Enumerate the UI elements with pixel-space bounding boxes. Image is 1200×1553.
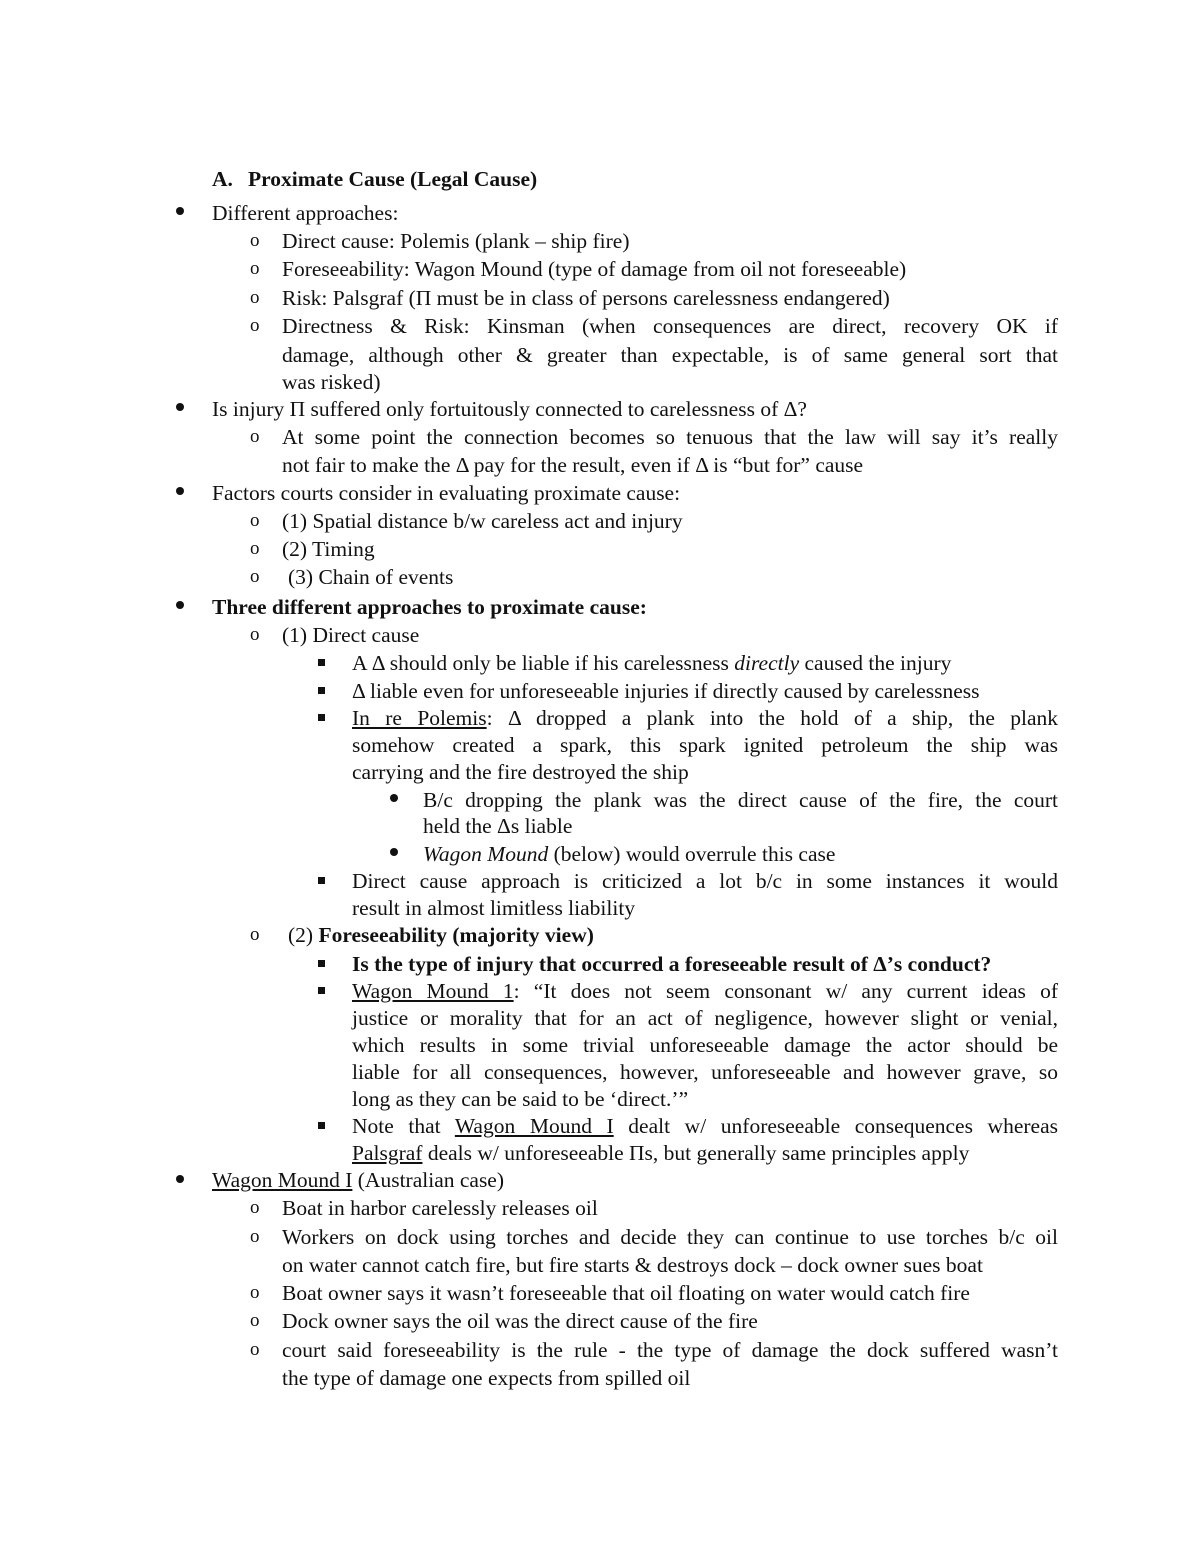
circle-bullet: o: [250, 624, 260, 645]
circle-bullet: o: [250, 258, 260, 279]
disc-bullet: [176, 589, 184, 615]
case-name: Wagon Mound I: [212, 1168, 353, 1192]
list-item: Direct cause: Polemis (plank – ship fire): [282, 229, 630, 253]
circle-bullet: o: [250, 230, 260, 251]
circle-bullet: o: [250, 1310, 260, 1331]
case-name: Wagon Mound I: [454, 1114, 614, 1138]
section-heading: Three different approaches to proximate cause:: [212, 595, 647, 619]
disc-bullet: [176, 391, 184, 417]
list-item: [352, 650, 951, 676]
list-item: result in almost limitless liability: [352, 896, 636, 920]
square-bullet: [318, 674, 325, 700]
circle-bullet: o: [250, 566, 260, 587]
list-item: Dock owner says the oil was the direct cause of the fire: [282, 1309, 758, 1333]
list-item: damage, although other & greater than expectable, is of same general sort that: [282, 343, 1058, 367]
case-name: Wagon Mound: [423, 842, 549, 866]
list-item: held the Δs liable: [423, 814, 573, 838]
text-run: A Δ should only be liable if his carelessness: [352, 651, 735, 675]
disc-bullet: [176, 1163, 184, 1189]
case-name: Wagon Mound 1: [352, 979, 514, 1003]
disc-bullet: [176, 195, 184, 221]
disc-bullet: [176, 475, 184, 501]
circle-bullet: o: [250, 315, 260, 336]
case-name: Palsgraf: [352, 1141, 423, 1165]
bold-text: Foreseeability (majority view): [318, 923, 594, 947]
text-run: caused the injury: [799, 651, 952, 675]
square-bullet: [318, 947, 325, 973]
list-item: liable for all consequences, however, unforeseeable and however grave, so: [352, 1060, 1058, 1084]
list-item: (3) Chain of events: [288, 565, 454, 589]
list-item: court said foreseeability is the rule - the type of damage the dock suffered wasn’t: [282, 1338, 1058, 1362]
list-item: justice or morality that for an act of negligence, however slight or venial,: [352, 1006, 1058, 1030]
text-run: (Australian case): [352, 1168, 505, 1192]
text-run: : Δ dropped a plank into the hold of a ship, the plank: [486, 706, 1058, 730]
list-item: [212, 1167, 504, 1193]
circle-bullet: o: [250, 924, 260, 945]
list-item: Is the type of injury that occurred a foreseeable result of Δ’s conduct?: [352, 952, 992, 976]
list-item: At some point the connection becomes so tenuous that the law will say it’s really: [282, 425, 1058, 449]
list-item: Different approaches:: [212, 201, 399, 225]
circle-bullet: o: [250, 1197, 260, 1218]
list-item: (2) Timing: [282, 537, 375, 561]
list-item: [352, 705, 1058, 731]
list-item: (1) Direct cause: [282, 623, 420, 647]
text-run: (below) would overrule this case: [548, 842, 836, 866]
emphasis-text: directly: [734, 651, 800, 675]
circle-bullet: o: [250, 510, 260, 531]
list-item: Directness & Risk: Kinsman (when consequences are direct, recovery OK if: [282, 314, 1058, 338]
circle-bullet: o: [250, 1339, 260, 1360]
heading-letter: A.: [212, 167, 233, 191]
list-item: Boat owner says it wasn’t foreseeable that oil floating on water would catch fire: [282, 1281, 970, 1305]
list-item: was risked): [282, 370, 381, 394]
text-run: (2): [288, 923, 319, 947]
list-item: Direct cause approach is criticized a lot b/c in some instances it would: [352, 869, 1058, 893]
circle-bullet: o: [250, 538, 260, 559]
list-item: carrying and the fire destroyed the ship: [352, 760, 689, 784]
circle-bullet: o: [250, 426, 260, 447]
list-item: B/c dropping the plank was the direct cause of the fire, the court: [423, 788, 1058, 812]
list-item: Is injury Π suffered only fortuitously connected to carelessness of Δ?: [212, 397, 807, 421]
list-item: Foreseeability: Wagon Mound (type of damage from oil not foreseeable): [282, 257, 907, 281]
list-item: [352, 1113, 1058, 1139]
list-item: [288, 922, 594, 948]
list-item: somehow created a spark, this spark ignited petroleum the ship was: [352, 733, 1058, 757]
text-run: dealt w/ unforeseeable consequences whereas: [613, 1114, 1058, 1138]
list-item: (1) Spatial distance b/w careless act and injury: [282, 509, 683, 533]
list-item: Workers on dock using torches and decide they can continue to use torches b/c oil: [282, 1225, 1058, 1249]
text-run: : “It does not seem consonant w/ any current ideas of: [513, 979, 1059, 1003]
list-item: the type of damage one expects from spilled oil: [282, 1366, 691, 1390]
page-title: Proximate Cause (Legal Cause): [248, 167, 538, 191]
list-item: [352, 1140, 969, 1166]
case-name: In re Polemis: [352, 706, 487, 730]
list-item: Δ liable even for unforeseeable injuries if directly caused by carelessness: [352, 679, 980, 703]
list-item: which results in some trivial unforeseeable damage the actor should be: [352, 1033, 1058, 1057]
square-bullet: [318, 974, 325, 1000]
square-bullet: [318, 701, 325, 727]
disc-bullet: [390, 782, 398, 808]
text-run: deals w/ unforeseeable Πs, but generally same principles apply: [422, 1141, 970, 1165]
square-bullet: [318, 864, 325, 890]
circle-bullet: o: [250, 1226, 260, 1247]
square-bullet: [318, 646, 325, 672]
circle-bullet: o: [250, 1282, 260, 1303]
list-item: on water cannot catch fire, but fire starts & destroys dock – dock owner sues boat: [282, 1253, 983, 1277]
list-item: Factors courts consider in evaluating proximate cause:: [212, 481, 681, 505]
list-item: not fair to make the Δ pay for the result, even if Δ is “but for” cause: [282, 453, 864, 477]
disc-bullet: [390, 836, 398, 862]
list-item: Risk: Palsgraf (Π must be in class of persons carelessness endangered): [282, 286, 890, 310]
list-item: Boat in harbor carelessly releases oil: [282, 1196, 598, 1220]
list-item: long as they can be said to be ‘direct.’”: [352, 1087, 689, 1111]
list-item: [423, 841, 835, 867]
square-bullet: [318, 1109, 325, 1135]
circle-bullet: o: [250, 287, 260, 308]
text-run: Note that: [352, 1114, 455, 1138]
list-item: [352, 978, 1058, 1004]
